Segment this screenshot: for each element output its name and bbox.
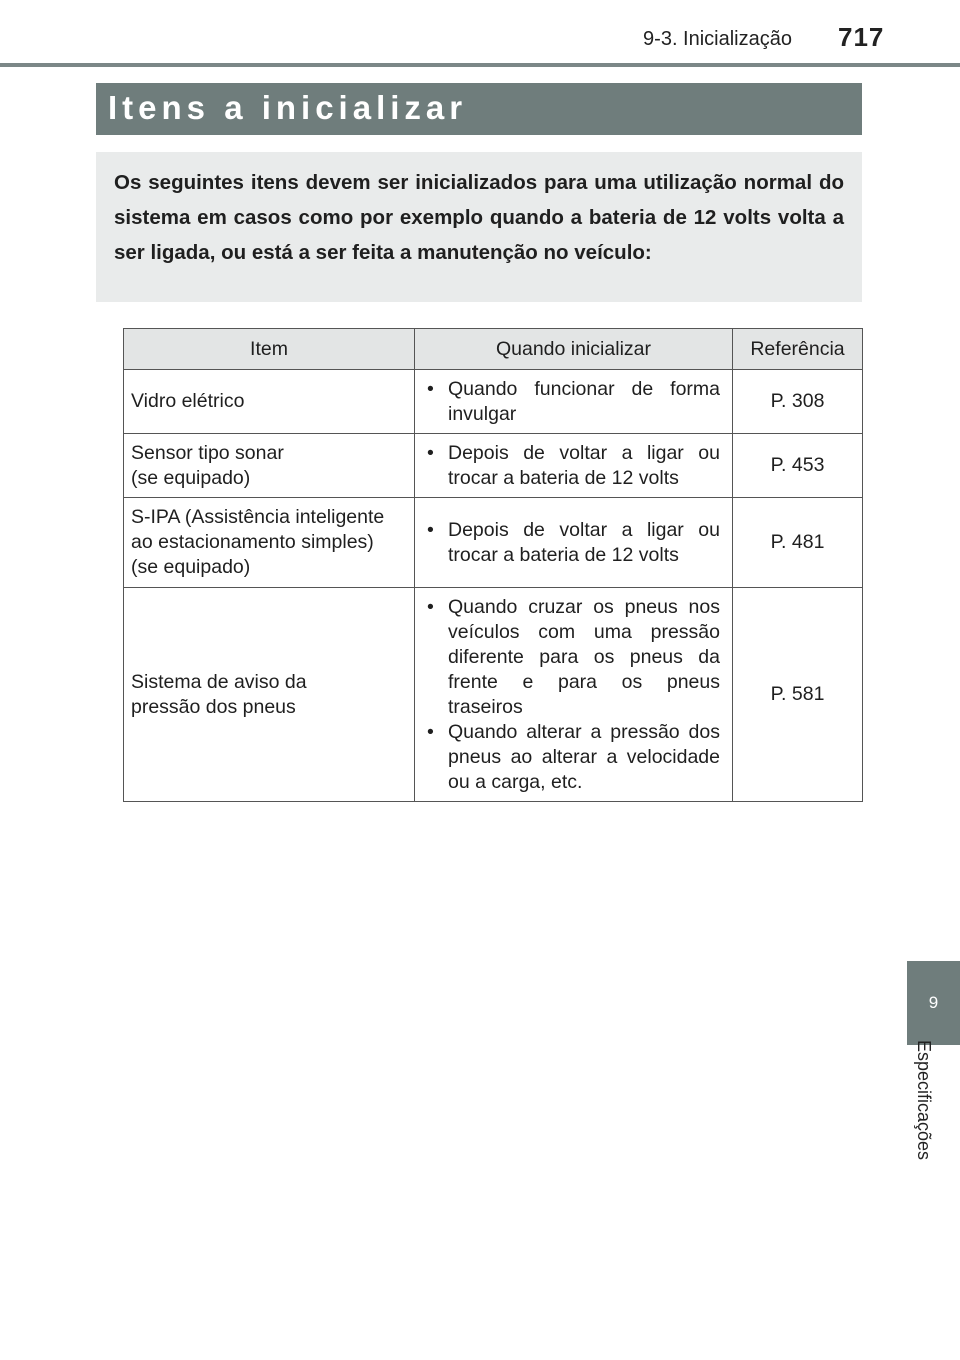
item-label: Sensor tipo sonar (se equipado) [131, 441, 284, 489]
table-row [124, 370, 863, 434]
item-label: S-IPA (Assistência inteligente ao estacionamento simples) (se equipado) [131, 506, 385, 578]
reference-cell [733, 434, 863, 498]
table-row [124, 434, 863, 498]
when-cell [415, 370, 733, 434]
condition-item: • Depois de voltar a ligar ou trocar a bateria de 12 volts [423, 518, 720, 568]
condition-list [423, 595, 720, 795]
item-label: Vidro elétrico [131, 390, 245, 412]
section-heading: 9-3. Inicialização [643, 28, 792, 50]
condition-item: • Quando cruzar os pneus nos veículos com uma pressão diferente para os pneus da frente e para os pneus traseiros [423, 595, 720, 720]
page-reference: P. 481 [770, 531, 825, 553]
item-cell [124, 588, 415, 802]
page-title: Itens a inicializar [108, 89, 468, 126]
condition-list [423, 377, 720, 427]
condition-item: • Quando alterar a pressão dos pneus ao alterar a velocidade ou a carga, etc. [423, 720, 720, 795]
condition-item: • Quando funcionar de forma invulgar [423, 377, 720, 427]
page-number: 717 [838, 22, 885, 52]
column-header-reference: Referência [733, 329, 863, 370]
condition-list [423, 441, 720, 491]
item-cell [124, 434, 415, 498]
intro-text: Os seguintes itens devem ser inicializados para uma utilização normal do sistema em casos como por exemplo quando a bateria de 12 volts volta a ser ligada, ou está a ser feita a manutenção no veículo: [114, 171, 844, 264]
table-header-row [124, 329, 863, 370]
header-divider [0, 63, 960, 67]
condition-list [423, 518, 720, 568]
chapter-tab [907, 961, 960, 1045]
reference-cell [733, 588, 863, 802]
when-cell [415, 434, 733, 498]
condition-item: • Depois de voltar a ligar ou trocar a bateria de 12 volts [423, 441, 720, 491]
chapter-number: 9 [928, 993, 939, 1012]
reference-cell [733, 498, 863, 588]
title-bar [96, 83, 862, 135]
page-reference: P. 581 [770, 683, 825, 705]
table-row [124, 498, 863, 588]
when-cell [415, 588, 733, 802]
column-header-item: Item [124, 329, 415, 370]
intro-box [96, 152, 862, 302]
chapter-label: Especificações [914, 1039, 934, 1161]
column-header-when: Quando inicializar [415, 329, 733, 370]
table-row [124, 588, 863, 802]
reference-cell [733, 370, 863, 434]
page-reference: P. 308 [770, 390, 825, 412]
initialization-table [123, 328, 863, 802]
item-label: Sistema de aviso da pressão dos pneus [131, 670, 307, 718]
when-cell [415, 498, 733, 588]
page-reference: P. 453 [770, 454, 825, 476]
item-cell [124, 498, 415, 588]
item-cell [124, 370, 415, 434]
